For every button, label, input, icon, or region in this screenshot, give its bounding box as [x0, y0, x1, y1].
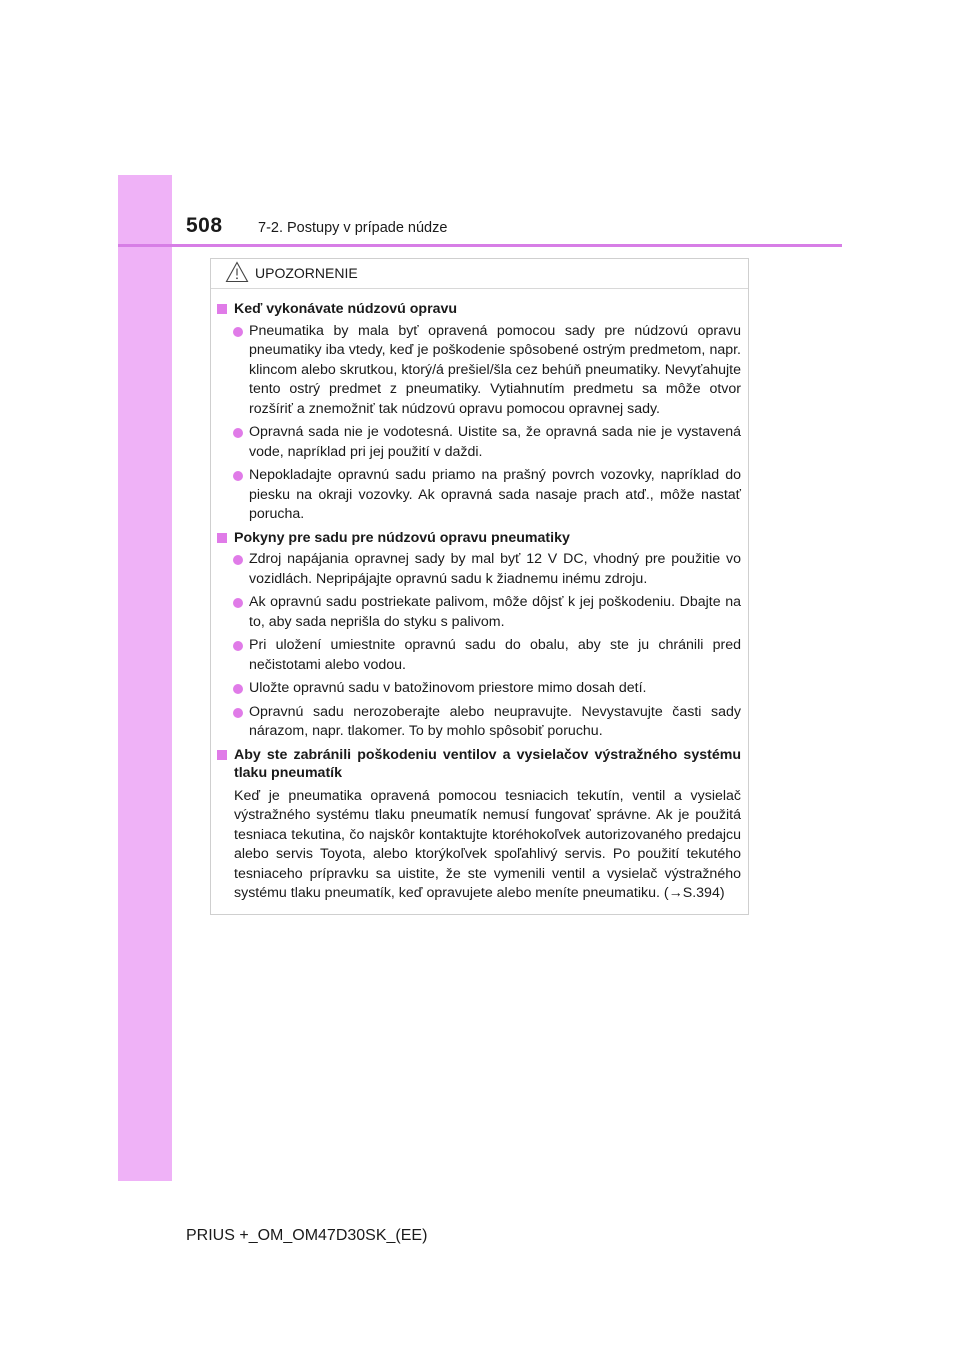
bullet-dot-icon	[233, 684, 243, 694]
page-number: 508	[186, 214, 223, 237]
bullet-dot-icon	[233, 555, 243, 565]
section-paragraph: Keď je pneumatika opravená pomocou tesniacich tekutín, ventil a vysielač výstražného systému tlaku pneumatík nemusí fungovať správne. Ak je použitá tesniaca tekutina, čo najskôr kontaktujte ktoréhokoľvek autorizovaného predajcu alebo servis Toyota, alebo ktorýkoľvek spoľahlivý servis. Po použití tekutého tesniaceho prípravku sa uistite, že ste vymenili ventil a vysielač výstražného systému tlaku pneumatík, keď opravujete alebo meníte pneumatiku. (→S.394)	[234, 787, 741, 901]
warning-label: UPOZORNENIE	[255, 265, 358, 281]
list-item	[217, 593, 741, 632]
bullet-dot-icon	[233, 598, 243, 608]
section-heading	[217, 746, 741, 783]
section-heading	[217, 529, 741, 548]
heading-text: Keď vykonávate núdzovú opravu	[234, 301, 458, 317]
bullet-dot-icon	[233, 641, 243, 651]
warning-triangle-icon	[225, 261, 249, 283]
list-item	[217, 550, 741, 589]
bullet-dot-icon	[233, 327, 243, 337]
warning-header	[211, 259, 748, 289]
list-item	[217, 423, 741, 462]
list-item-text: Opravná sada nie je vodotesná. Uistite sa, že opravná sada nie je vystavená vode, napríklad pri jej použití v daždi.	[249, 424, 741, 460]
list-item-text: Opravnú sadu nerozoberajte alebo neupravujte. Nevystavujte časti sady nárazom, napr. tlakomer. To by mohlo spôsobiť poruchu.	[249, 703, 741, 739]
list-item-text: Uložte opravnú sadu v batožinovom priestore mimo dosah detí.	[249, 680, 647, 696]
heading-text: Pokyny pre sadu pre núdzovú opravu pneumatiky	[234, 529, 570, 546]
square-bullet-icon	[217, 750, 227, 760]
list-item-text: Pneumatika by mala byť opravená pomocou sady pre núdzovú opravu pneumatiky iba vtedy, keď je poškodenie spôsobené ostrým predmetom, napr. klincom alebo skrutkou, ktorý/á prešiel/šla cez behúň pneumatiky. Nevyťahujte tento ostrý predmet z pneumatiky. Vytiahnutím predmetu sa môže otvor rozšíriť a znemožniť tak núdzovú opravu pomocou opravnej sady.	[249, 322, 741, 417]
warning-box	[210, 258, 749, 915]
square-bullet-icon	[217, 533, 227, 543]
section-heading	[217, 300, 741, 319]
list-item-text: Zdroj napájania opravnej sady by mal byť 12 V DC, vhodný pre použitie vo vozidlách. Nepripájajte opravnú sadu k žiadnemu inému zdroju.	[249, 551, 741, 587]
list-item	[217, 636, 741, 675]
list-item	[217, 703, 741, 742]
bullet-dot-icon	[233, 428, 243, 438]
list-item-text: Nepokladajte opravnú sadu priamo na prašný povrch vozovky, napríklad do piesku na okraji vozovky. Ak opravná sada nasaje prach atď., môže nastať porucha.	[249, 467, 741, 522]
heading-text: Aby ste zabránili poškodeniu ventilov a vysielačov výstražného systému tlaku pneumatík	[234, 746, 741, 781]
list-item	[217, 322, 741, 420]
list-item-text: Pri uložení umiestnite opravnú sadu do obalu, aby ste ju chránili pred nečistotami alebo vodou.	[249, 637, 741, 673]
bullet-dot-icon	[233, 708, 243, 718]
square-bullet-icon	[217, 304, 227, 314]
header-divider	[118, 244, 842, 247]
list-item	[217, 679, 741, 699]
side-tab-band	[118, 175, 172, 1181]
warning-body	[211, 289, 748, 904]
bullet-dot-icon	[233, 471, 243, 481]
list-item-text: Ak opravnú sadu postriekate palivom, môže dôjsť k jej poškodeniu. Dbajte na to, aby sada neprišla do styku s palivom.	[249, 594, 741, 630]
list-item	[217, 466, 741, 525]
section-title: 7-2. Postupy v prípade núdze	[258, 220, 448, 236]
document-id-footer: PRIUS +_OM_OM47D30SK_(EE)	[186, 1227, 428, 1244]
